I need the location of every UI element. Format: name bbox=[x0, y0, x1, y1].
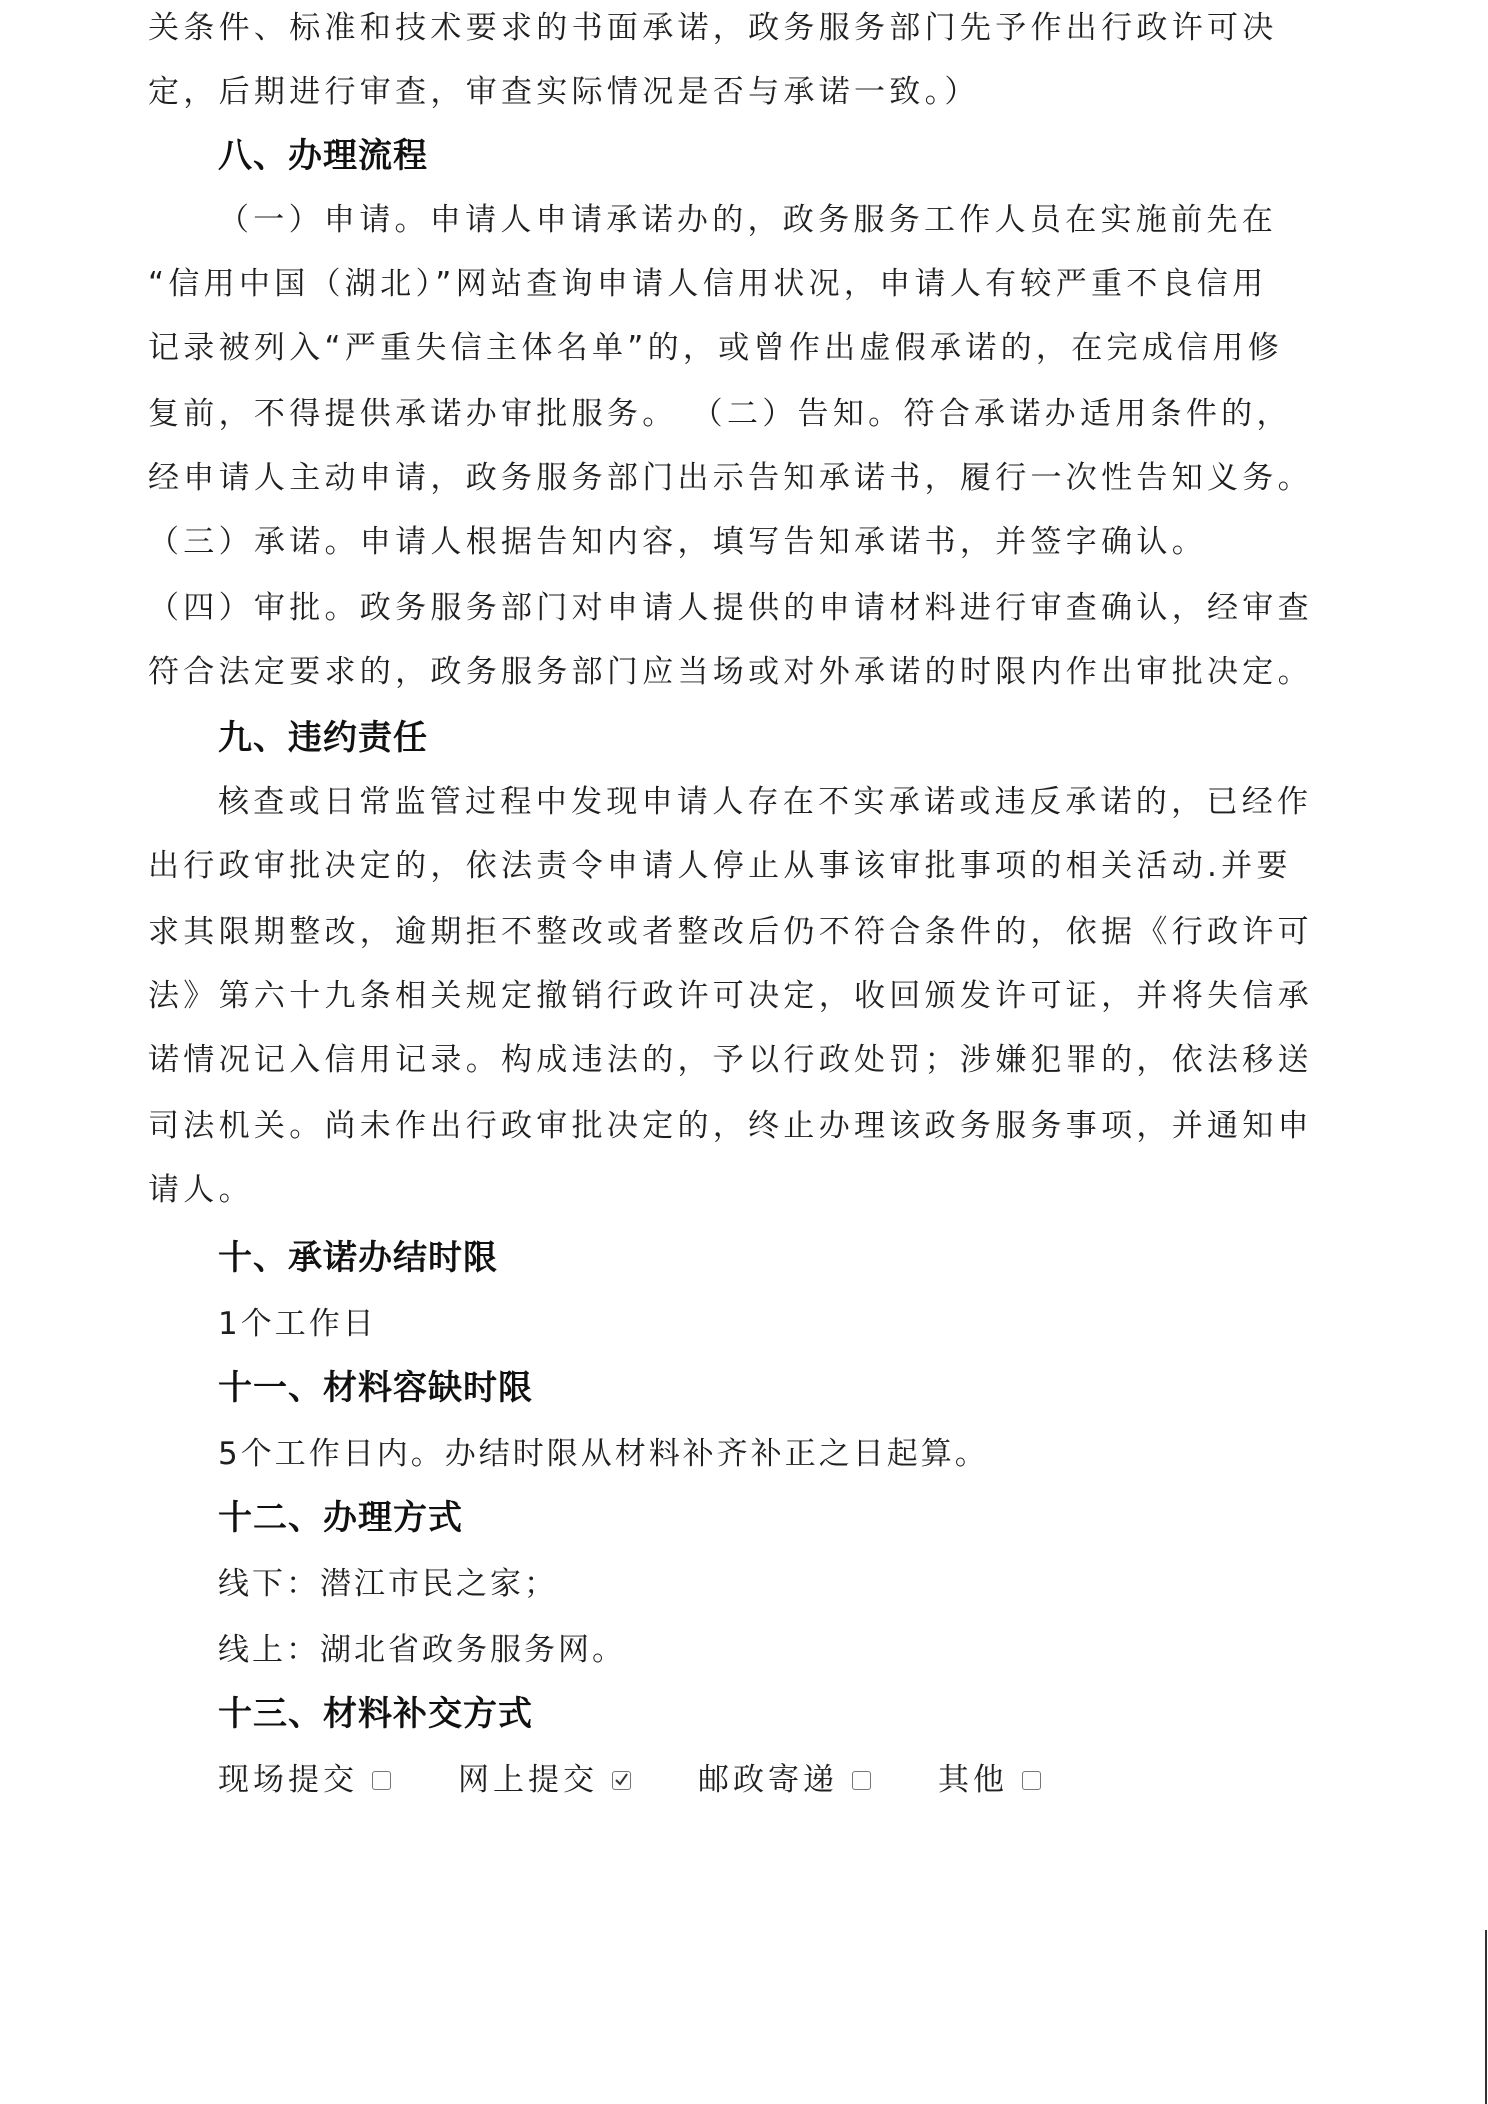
submission-options bbox=[218, 1758, 1118, 1802]
option-postal-label: 邮政寄递 bbox=[698, 1762, 838, 1798]
section-9-line-6: 司法机关。尚未作出行政审批决定的，终止办理该政务服务事项，并通知申 bbox=[148, 1108, 1313, 1144]
section-9-line-2: 出行政审批决定的，依法责令申请人停止从事该审批事项的相关活动.并要 bbox=[148, 848, 1292, 884]
section-12-online: 线上：湖北省政务服务网。 bbox=[218, 1632, 626, 1668]
section-8-line-6: （三）承诺。申请人根据告知内容，填写告知承诺书，并签字确认。 bbox=[148, 524, 1207, 560]
intro-line-1: 关条件、标准和技术要求的书面承诺，政务服务部门先予作出行政许可决 bbox=[148, 10, 1278, 46]
section-11-heading: 十一、材料容缺时限 bbox=[218, 1368, 533, 1408]
option-online-checkbox[interactable] bbox=[612, 1771, 631, 1790]
section-12-heading: 十二、办理方式 bbox=[218, 1498, 463, 1538]
option-onsite[interactable] bbox=[218, 1758, 391, 1802]
section-12-offline: 线下：潜江市民之家； bbox=[218, 1566, 558, 1602]
option-postal[interactable] bbox=[698, 1758, 871, 1802]
section-9-heading: 九、违约责任 bbox=[218, 718, 428, 758]
section-8-line-2: “信用中国（湖北）”网站查询申请人信用状况，申请人有较严重不良信用 bbox=[148, 266, 1268, 302]
section-9-line-4: 法》第六十九条相关规定撤销行政许可决定，收回颁发许可证，并将失信承 bbox=[148, 978, 1313, 1014]
option-postal-checkbox[interactable] bbox=[852, 1771, 871, 1790]
section-11-value: 5个工作日内。办结时限从材料补齐补正之日起算。 bbox=[218, 1436, 989, 1472]
option-onsite-checkbox[interactable] bbox=[372, 1771, 391, 1790]
section-8-heading: 八、办理流程 bbox=[218, 136, 428, 176]
option-online-label: 网上提交 bbox=[458, 1762, 598, 1798]
option-other-label: 其他 bbox=[938, 1762, 1008, 1798]
section-9-line-1: 核查或日常监管过程中发现申请人存在不实承诺或违反承诺的，已经作 bbox=[218, 784, 1313, 820]
section-8-line-8: 符合法定要求的，政务服务部门应当场或对外承诺的时限内作出审批决定。 bbox=[148, 654, 1313, 690]
option-other-checkbox[interactable] bbox=[1022, 1771, 1041, 1790]
section-8-line-7: （四）审批。政务服务部门对申请人提供的申请材料进行审查确认，经审查 bbox=[148, 590, 1313, 626]
section-8-line-1: （一）申请。申请人申请承诺办的，政务服务工作人员在实施前先在 bbox=[218, 202, 1277, 238]
section-8-line-4: 复前，不得提供承诺办审批服务。 （二）告知。符合承诺办适用条件的， bbox=[148, 396, 1292, 432]
checkmark-icon bbox=[614, 1772, 629, 1787]
page-edge-divider bbox=[1485, 1930, 1487, 2104]
section-9-line-7: 请人。 bbox=[148, 1172, 254, 1208]
section-9-line-5: 诺情况记入信用记录。构成违法的，予以行政处罚；涉嫌犯罪的，依法移送 bbox=[148, 1042, 1313, 1078]
intro-line-2: 定，后期进行审查，审查实际情况是否与承诺一致。） bbox=[148, 74, 980, 110]
section-10-value: 1个工作日 bbox=[218, 1306, 377, 1342]
section-8-line-3: 记录被列入“严重失信主体名单”的，或曾作出虚假承诺的，在完成信用修 bbox=[148, 330, 1284, 366]
section-8-line-5: 经申请人主动申请，政务服务部门出示告知承诺书，履行一次性告知义务。 bbox=[148, 460, 1313, 496]
section-9-line-3: 求其限期整改，逾期拒不整改或者整改后仍不符合条件的，依据《行政许可 bbox=[148, 914, 1313, 950]
option-other[interactable] bbox=[938, 1758, 1041, 1802]
option-online[interactable] bbox=[458, 1758, 631, 1802]
section-10-heading: 十、承诺办结时限 bbox=[218, 1238, 498, 1278]
option-onsite-label: 现场提交 bbox=[218, 1762, 358, 1798]
section-13-heading: 十三、材料补交方式 bbox=[218, 1694, 533, 1734]
